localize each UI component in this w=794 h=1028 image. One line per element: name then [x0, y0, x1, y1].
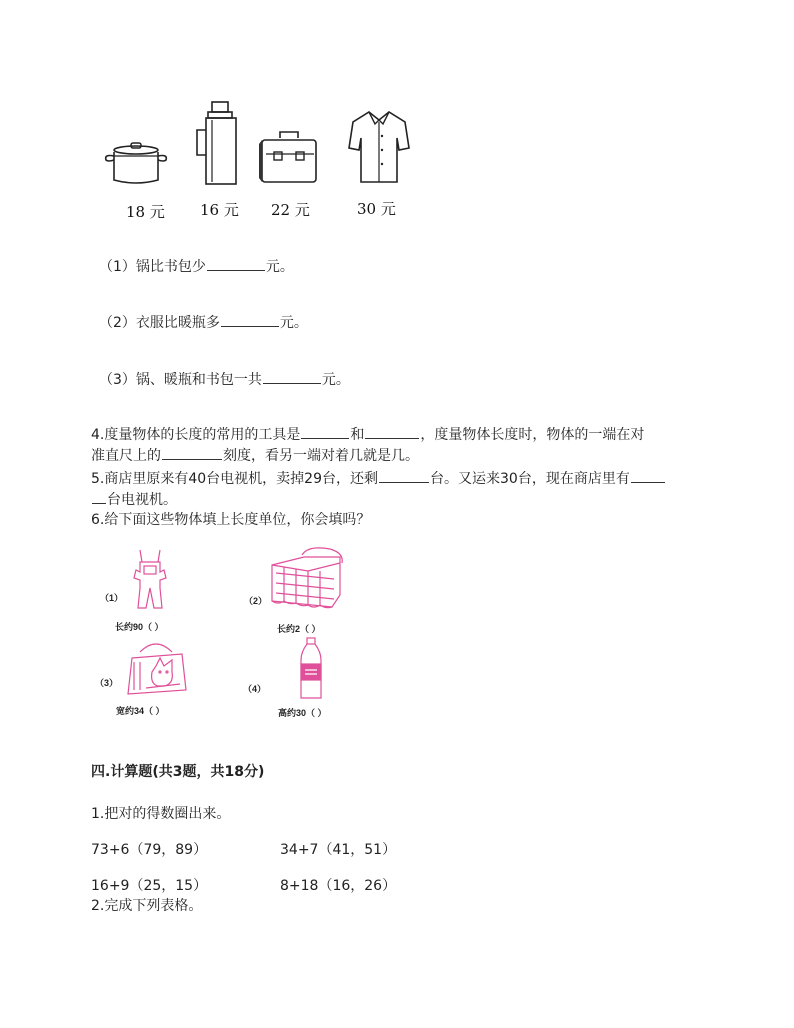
sub-question-unit: 元。 — [265, 259, 294, 275]
calc-expression: 34+7（41，51） — [280, 842, 397, 858]
price-label-schoolbag: 22 元 — [271, 201, 310, 219]
item-number: （2） — [244, 596, 268, 606]
pot-icon — [100, 140, 172, 188]
item-caption: 长约2（ ） — [277, 624, 321, 634]
question-5-line-2 — [91, 489, 177, 510]
question-5-line-1 — [91, 468, 666, 489]
schoolbag-icon — [258, 130, 318, 186]
question-text: 准直尺上的 — [91, 448, 161, 464]
answer-blank[interactable] — [207, 256, 265, 271]
overalls-icon — [130, 548, 170, 612]
thermos-icon — [192, 100, 242, 188]
answer-blank[interactable] — [263, 369, 321, 384]
answer-blank[interactable] — [92, 489, 106, 504]
cat-bag-icon — [120, 640, 192, 698]
sub-question-text: （2）衣服比暖瓶多 — [99, 315, 220, 331]
calc-expression: 73+6（79，89） — [91, 842, 208, 858]
calc-expression: 16+9（25，15） — [91, 878, 208, 894]
sub-question-text: （1）锅比书包少 — [99, 259, 206, 275]
sub-question-3 — [99, 369, 350, 390]
item-caption: 长约90（ ） — [115, 622, 164, 632]
question-text: 刻度，看另一端对着几就是几。 — [223, 448, 419, 464]
calc-expression: 8+18（16，26） — [280, 878, 397, 894]
answer-blank[interactable] — [365, 424, 419, 439]
question-text: 台。又运来30台，现在商店里有 — [430, 471, 630, 487]
question-4-line-2 — [91, 445, 419, 466]
section-heading: 四.计算题(共3题，共18分) — [91, 764, 265, 780]
item-caption: 宽约34（ ） — [116, 706, 165, 716]
question-text: 台电视机。 — [107, 492, 177, 508]
shirt-icon — [347, 108, 411, 186]
answer-blank[interactable] — [631, 468, 665, 483]
price-label-thermos: 16 元 — [200, 201, 239, 219]
answer-blank[interactable] — [301, 424, 349, 439]
sub-question-text: （3）锅、暖瓶和书包一共 — [99, 372, 262, 388]
answer-blank[interactable] — [221, 312, 279, 327]
calc-question-2-title: 2.完成下列表格。 — [91, 898, 203, 914]
bottle-icon — [296, 636, 326, 702]
question-4-line-1 — [91, 424, 644, 445]
bed-icon — [268, 545, 348, 609]
question-text: 和 — [350, 427, 365, 443]
price-label-shirt: 30 元 — [357, 200, 396, 218]
answer-blank[interactable] — [379, 468, 429, 483]
sub-question-unit: 元。 — [279, 315, 308, 331]
question-6-title: 6.给下面这些物体填上长度单位，你会填吗？ — [91, 512, 371, 528]
question-text: 5.商店里原来有40台电视机，卖掉29台，还剩 — [91, 471, 378, 487]
item-number: （1） — [100, 593, 124, 603]
sub-question-2 — [99, 312, 308, 333]
price-label-pot: 18 元 — [126, 203, 165, 221]
sub-question-unit: 元。 — [321, 372, 350, 388]
answer-blank[interactable] — [162, 445, 222, 460]
item-caption: 高约30（ ） — [278, 708, 327, 718]
sub-question-1 — [99, 256, 294, 277]
calc-question-1-title: 1.把对的得数圈出来。 — [91, 806, 231, 822]
question-text: ，度量物体长度时，物体的一端在对 — [420, 427, 645, 443]
question-text: 4.度量物体的长度的常用的工具是 — [91, 427, 301, 443]
item-number: （4） — [243, 684, 267, 694]
item-number: （3） — [95, 678, 119, 688]
